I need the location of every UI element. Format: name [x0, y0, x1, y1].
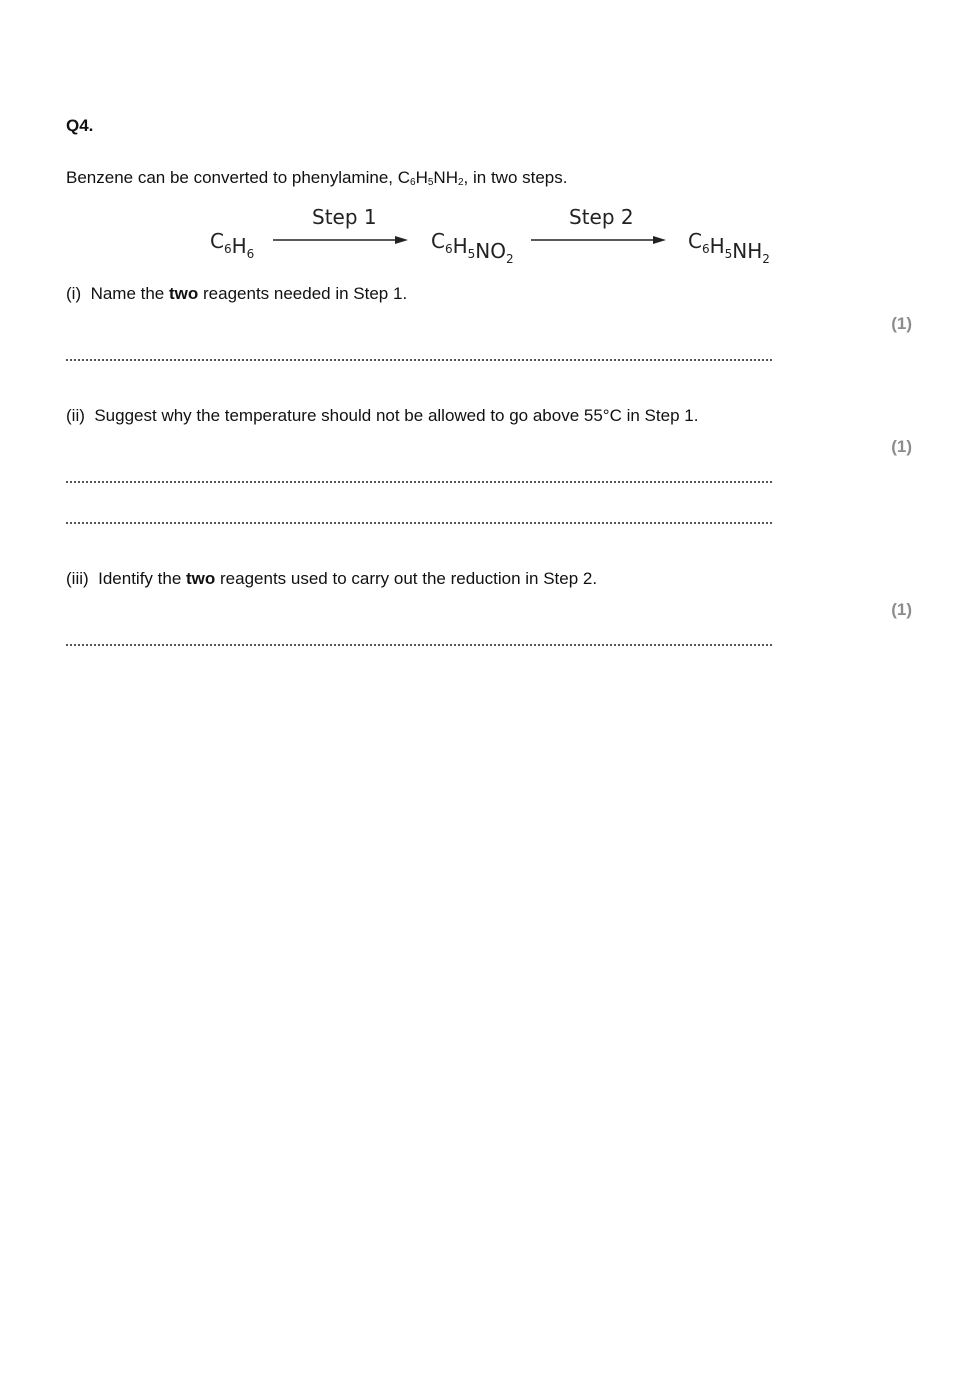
part-i-answer-line[interactable]: [66, 359, 772, 361]
formula-subscript: 6: [410, 177, 416, 188]
formula-subscript: 6: [444, 242, 453, 256]
reaction-scheme-svg: [200, 196, 790, 266]
formula-subscript: 5: [467, 247, 476, 261]
intro-formula: [398, 168, 464, 187]
formula-symbol: C: [397, 168, 411, 187]
product-formula: [688, 229, 770, 266]
formula-subscript: 5: [427, 177, 434, 188]
formula-symbol: H: [415, 168, 428, 187]
part-ii-answer-line-2[interactable]: [66, 522, 772, 524]
formula-subscript: 5: [724, 247, 733, 261]
formula-symbol: H: [231, 234, 247, 258]
part-iii-answer-line[interactable]: [66, 644, 772, 646]
part-i-bold: two: [169, 284, 199, 303]
part-i-text-after: reagents needed in Step 1.: [198, 284, 408, 303]
part-ii-text: Suggest why the temperature should not be allowed to go above 55°C in Step 1.: [94, 406, 699, 425]
formula-symbol: H: [452, 234, 468, 258]
question-number: Q4.: [66, 116, 94, 135]
formula-symbol: NH: [433, 168, 458, 187]
part-i-label: (i): [66, 284, 82, 303]
step1-arrow: [273, 236, 408, 244]
part-i-marks: (1): [891, 314, 912, 333]
formula-symbol: H: [709, 234, 725, 258]
part-iii-question: [66, 569, 597, 589]
formula-subscript: 2: [506, 252, 514, 266]
formula-symbol: C: [688, 229, 702, 253]
part-iii-text-before: Identify the: [98, 569, 186, 588]
formula-subscript: 6: [223, 242, 232, 256]
part-iii-marks: (1): [891, 600, 912, 619]
step2-arrow: [531, 236, 666, 244]
part-i-text-before: Name the: [90, 284, 169, 303]
part-ii-question: [66, 406, 698, 426]
reactant-formula: [210, 229, 254, 261]
formula-subscript: 6: [701, 242, 710, 256]
intro-text-before: Benzene can be converted to phenylamine,: [66, 168, 398, 187]
formula-symbol: C: [210, 229, 224, 253]
formula-symbol: NH: [732, 239, 763, 263]
step1-label: Step 1: [312, 205, 377, 229]
formula-subscript: 6: [246, 247, 255, 261]
part-iii-label: (iii): [66, 569, 89, 588]
part-ii-label: (ii): [66, 406, 85, 425]
question-intro: [66, 168, 567, 188]
intermediate-formula: [431, 229, 514, 266]
formula-symbol: C: [431, 229, 445, 253]
formula-subscript: 2: [457, 177, 464, 188]
part-i-question: [66, 284, 407, 304]
step2-label: Step 2: [569, 205, 634, 229]
part-ii-answer-line-1[interactable]: [66, 481, 772, 483]
reaction-scheme: [200, 196, 790, 266]
part-iii-bold: two: [186, 569, 216, 588]
part-ii-marks: (1): [891, 437, 912, 456]
intro-text-after: , in two steps.: [463, 168, 568, 187]
formula-symbol: NO: [475, 239, 506, 263]
formula-subscript: 2: [762, 252, 770, 266]
part-iii-text-after: reagents used to carry out the reduction in Step 2.: [215, 569, 598, 588]
